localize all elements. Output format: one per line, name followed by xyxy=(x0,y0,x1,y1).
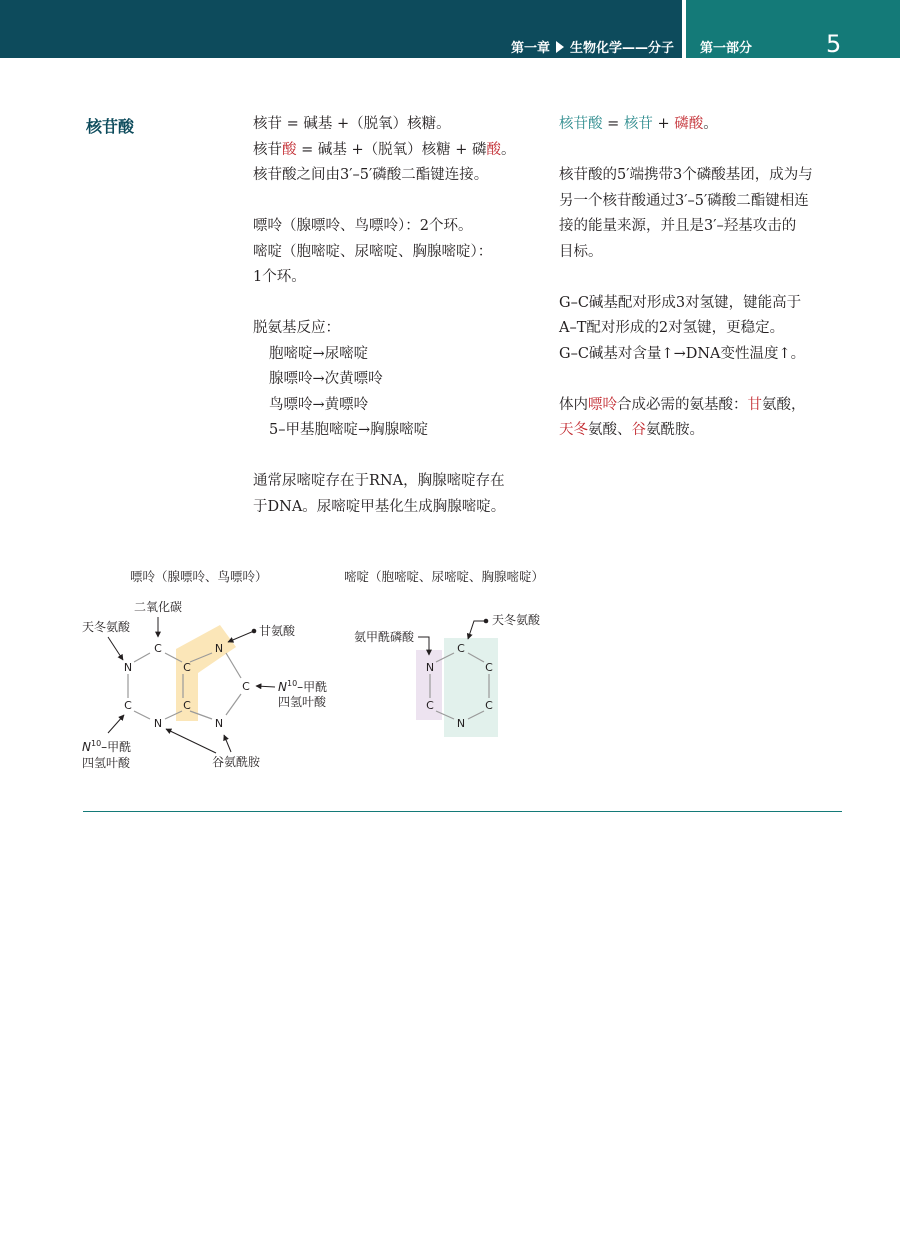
atom-label: C xyxy=(485,661,493,674)
text-line: 嘧啶（胞嘧啶、尿嘧啶、胸腺嘧啶）： xyxy=(253,243,493,260)
ring-diagram-svg xyxy=(0,555,900,815)
text-span: 合成必需的氨基酸： xyxy=(617,396,748,413)
equation-op: = xyxy=(602,116,624,132)
text-line: 1个环。 xyxy=(253,269,306,285)
text-line: 核苷 = 碱基 +（脱氧）核糖。 xyxy=(253,116,451,132)
chapter-label: 第一章 xyxy=(510,41,550,56)
ring-structure-figure xyxy=(0,555,900,815)
highlight-text: 谷 xyxy=(631,422,646,438)
arrow xyxy=(108,715,124,733)
atom-label: N xyxy=(123,661,133,674)
atom-label: C xyxy=(154,642,162,655)
triangle-right-icon xyxy=(556,41,564,53)
arrow xyxy=(224,735,231,752)
text-span: 体内 xyxy=(559,396,588,413)
text-span: 氨酸， xyxy=(762,396,806,413)
text-line xyxy=(253,138,553,164)
page-header xyxy=(0,0,900,58)
atom-label: C xyxy=(183,661,191,674)
asp-label: 天冬氨酸 xyxy=(82,620,131,634)
amino-acid-line xyxy=(559,418,841,444)
pyrimidine-title: 嘧啶（胞嘧啶、尿嘧啶、胸腺嘧啶） xyxy=(344,569,545,584)
page-number: 5 xyxy=(826,30,842,58)
text-span: 核苷 xyxy=(253,141,282,158)
text-line: 核苷酸之间由3′–5′磷酸二酯键连接。 xyxy=(253,167,489,183)
gly-label: 甘氨酸 xyxy=(259,624,296,638)
text-line: 另一个核苷酸通过3′–5′磷酸二酯键相连 xyxy=(559,192,809,209)
thf-label-bottom: 四氢叶酸 xyxy=(82,756,131,770)
text-span: 氨酰胺。 xyxy=(646,422,704,438)
text-line: G–C碱基配对形成3对氢键，键能高于 xyxy=(559,294,802,311)
n10-formyl-bottom: $N^{10}-$甲酰 xyxy=(82,739,132,754)
right-text-column xyxy=(559,112,841,444)
purine-title: 嘌呤（腺嘌呤、鸟嘌呤） xyxy=(130,569,268,584)
text-line: 于DNA。尿嘧啶甲基化生成胸腺嘧啶。 xyxy=(253,498,506,515)
atom-label: N xyxy=(456,717,466,730)
arrow xyxy=(256,686,275,687)
equation-term: 磷酸 xyxy=(674,116,704,132)
left-text-column xyxy=(253,112,553,520)
text-span: = 碱基 +（脱氧）核糖 + 磷 xyxy=(296,141,487,158)
equation-term: 核苷 xyxy=(623,116,653,132)
text-line: 嘌呤（腺嘌呤、鸟嘌呤）：2个环。 xyxy=(253,218,473,234)
highlight-text: 甘 xyxy=(747,396,762,413)
text-line: A–T配对形成的2对氢键，更稳定。 xyxy=(559,320,785,336)
deamination-item: 5–甲基胞嘧啶→胸腺嘧啶 xyxy=(269,422,429,438)
deamination-title: 脱氨基反应： xyxy=(253,320,340,336)
text-line: 通常尿嘧啶存在于RNA，胸腺嘧啶存在 xyxy=(253,473,505,489)
carbamoyl-phosphate-label: 氨甲酰磷酸 xyxy=(354,630,415,644)
highlight-text: 天冬 xyxy=(559,422,588,438)
atom-label: N xyxy=(425,661,435,674)
equation-op: 。 xyxy=(703,116,718,132)
pyr-asp-label: 天冬氨酸 xyxy=(492,613,541,627)
atom-label: C xyxy=(485,699,493,712)
text-span: 。 xyxy=(501,141,516,158)
text-span: 氨酸、 xyxy=(588,422,632,438)
section-divider xyxy=(83,811,842,812)
deamination-item: 鸟嘌呤→黄嘌呤 xyxy=(269,396,369,413)
arrow xyxy=(166,729,216,753)
atom-label: N xyxy=(153,717,163,730)
arrow xyxy=(108,637,123,660)
text-line: 核苷酸的5′端携带3个磷酸基团，成为与 xyxy=(559,167,813,183)
arrow xyxy=(468,621,486,639)
chapter-breadcrumb xyxy=(511,37,674,56)
atom-label: C xyxy=(242,680,250,693)
atom-label: C xyxy=(124,699,132,712)
gln-label: 谷氨酰胺 xyxy=(212,755,261,769)
arrow-dot xyxy=(484,619,489,624)
n10-formyl-top: $N^{10}-$甲酰 xyxy=(278,679,328,694)
atom-label: N xyxy=(214,717,224,730)
atom-label: C xyxy=(183,699,191,712)
text-line: G–C碱基对含量↑→DNA变性温度↑。 xyxy=(559,345,806,362)
section-title: 核苷酸 xyxy=(86,117,135,136)
amino-acid-line xyxy=(559,393,841,419)
highlight-text: 酸 xyxy=(282,141,297,158)
atom-label: C xyxy=(457,642,465,655)
deamination-item: 胞嘧啶→尿嘧啶 xyxy=(269,345,369,362)
highlight-text: 嘌呤 xyxy=(588,396,617,413)
equation-op: + xyxy=(652,116,675,132)
pyrimidine-right-highlight xyxy=(444,638,498,737)
arrow-dot xyxy=(252,629,257,634)
part-label: 第一部分 xyxy=(700,41,753,56)
purine-labels xyxy=(82,599,327,770)
co2-label: 二氧化碳 xyxy=(134,600,183,614)
equation-term: 核苷酸 xyxy=(559,116,603,132)
atom-label: C xyxy=(426,699,434,712)
highlight-text: 酸 xyxy=(486,141,501,158)
thf-label-top: 四氢叶酸 xyxy=(278,695,327,709)
arrow xyxy=(228,631,254,642)
deamination-item: 腺嘌呤→次黄嘌呤 xyxy=(269,371,383,387)
text-line: 接的能量来源，并且是3′–羟基攻击的 xyxy=(559,218,797,234)
nucleotide-equation xyxy=(559,112,841,138)
chapter-title: 生物化学——分子 xyxy=(569,41,674,56)
atom-label: N xyxy=(214,642,224,655)
text-line: 目标。 xyxy=(559,243,603,260)
